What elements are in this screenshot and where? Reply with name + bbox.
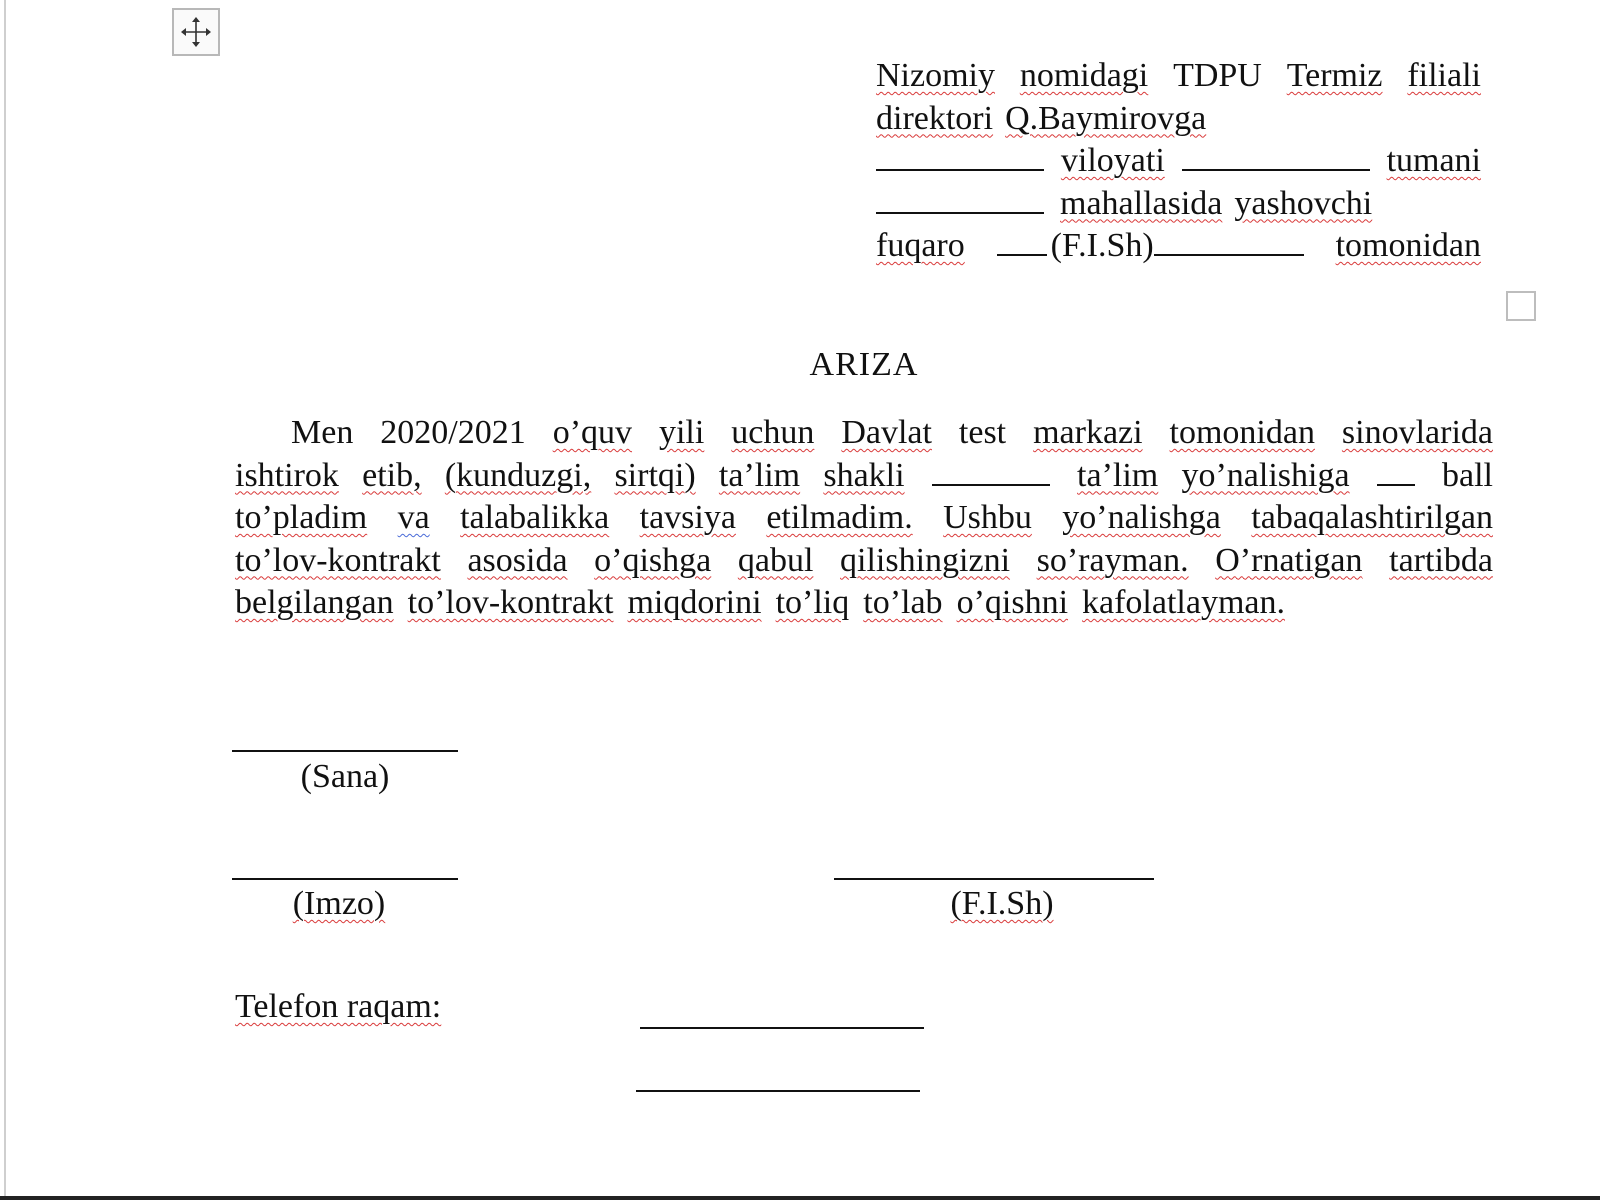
addressee-word: nomidagi — [1019, 57, 1149, 94]
body-word: to’lov-kontrakt — [407, 584, 614, 621]
phone-label: Telefon raqam: — [235, 988, 442, 1025]
body-word: asosida — [467, 541, 568, 579]
name-blank — [997, 253, 1047, 256]
body-word: kafolatlayman. — [1082, 584, 1285, 621]
addressee-word: Nizomiy — [876, 57, 995, 94]
body-word: test — [958, 414, 1007, 451]
body-paragraph — [235, 412, 1493, 625]
phone-line — [636, 1090, 920, 1092]
addressee-word: Q.Baymirovga — [1005, 99, 1207, 137]
body-word: etib, — [362, 456, 422, 494]
body-word: to’lov-kontrakt — [235, 541, 441, 579]
body-word: so’rayman. — [1036, 541, 1189, 579]
body-word: ishtirok — [235, 456, 339, 494]
addressee-line — [876, 55, 1481, 98]
addressee-word: tumani — [1386, 142, 1481, 179]
body-word: yo’nalishga — [1062, 499, 1221, 536]
body-line — [235, 455, 1493, 498]
body-word: ta’lim — [718, 456, 801, 494]
addressee-line — [876, 140, 1481, 183]
addressee-word: Termiz — [1286, 57, 1383, 94]
body-word: Davlat — [841, 414, 932, 451]
addressee-block — [876, 55, 1481, 268]
full-name-line — [834, 878, 1154, 880]
body-word: miqdorini — [627, 584, 762, 621]
body-word: markazi — [1033, 414, 1143, 451]
body-line — [235, 582, 1493, 625]
body-word: ta’lim — [1077, 456, 1159, 494]
table-move-handle[interactable] — [172, 8, 220, 56]
body-line — [235, 412, 1493, 455]
body-line — [235, 540, 1493, 583]
addressee-line — [876, 225, 1481, 268]
body-word: shakli — [823, 456, 905, 494]
body-word: o’qishni — [956, 584, 1069, 621]
body-word: belgilangan — [235, 584, 394, 621]
body-word: etilmadim. — [766, 499, 913, 536]
full-name-label: (F.I.Sh) — [950, 885, 1054, 922]
body-word: ball — [1442, 456, 1493, 494]
body-word: (kunduzgi, — [444, 456, 592, 494]
name-blank — [1154, 253, 1304, 256]
addressee-word: viloyati — [1060, 142, 1165, 179]
body-word: tabaqalashtirilgan — [1251, 499, 1493, 536]
body-word: to’lab — [863, 584, 943, 621]
body-word: va — [397, 499, 430, 536]
body-word: to’pladim — [235, 499, 368, 536]
body-word: yili — [658, 414, 705, 451]
body-word: talabalikka — [460, 499, 610, 536]
document-page — [4, 0, 1596, 1200]
body-word: sinovlarida — [1341, 414, 1493, 451]
body-word: qabul — [737, 541, 814, 579]
addressee-word: (F.I.Sh) — [1050, 227, 1154, 264]
body-word: tartibda — [1389, 541, 1493, 579]
addressee-word: filiali — [1407, 57, 1481, 94]
addressee-line — [876, 98, 1481, 141]
body-word: Men — [291, 414, 354, 451]
addressee-word: tomonidan — [1335, 227, 1481, 264]
score-blank — [1377, 483, 1415, 486]
body-word: o’quv — [552, 414, 633, 451]
body-word: yo’nalishiga — [1181, 456, 1350, 494]
addressee-word: fuqaro — [876, 227, 965, 264]
addressee-word: TDPU — [1173, 57, 1262, 94]
body-word: tomonidan — [1169, 414, 1315, 451]
body-word: o’qishga — [594, 541, 712, 579]
addressee-word: yashovchi — [1234, 184, 1373, 222]
region-blank — [876, 168, 1044, 171]
body-word: sirtqi) — [614, 456, 696, 494]
body-word: qilishingizni — [840, 541, 1011, 579]
date-label: (Sana) — [300, 758, 390, 795]
table-cell-marker-icon[interactable] — [1506, 291, 1536, 321]
body-line — [235, 497, 1493, 540]
neighborhood-blank — [876, 211, 1044, 214]
signature-line — [232, 878, 458, 880]
signature-label: (Imzo) — [292, 885, 386, 922]
body-word: Ushbu — [943, 499, 1032, 536]
page-bottom-edge — [0, 1196, 1600, 1200]
addressee-word: mahallasida — [1060, 184, 1223, 222]
district-blank — [1182, 168, 1370, 171]
direction-blank — [932, 483, 1050, 486]
body-word: tavsiya — [639, 499, 736, 536]
full-name-field — [993, 225, 1308, 268]
addressee-word: direktori — [876, 99, 994, 137]
body-word: O’rnatigan — [1215, 541, 1363, 579]
body-word: 2020/2021 — [380, 414, 526, 451]
body-word: to’liq — [775, 584, 850, 621]
move-cross-icon — [180, 16, 212, 48]
body-word: uchun — [731, 414, 815, 451]
phone-line — [640, 1027, 924, 1029]
date-line — [232, 750, 458, 752]
document-title: ARIZA — [809, 346, 919, 383]
addressee-line — [876, 183, 1481, 226]
